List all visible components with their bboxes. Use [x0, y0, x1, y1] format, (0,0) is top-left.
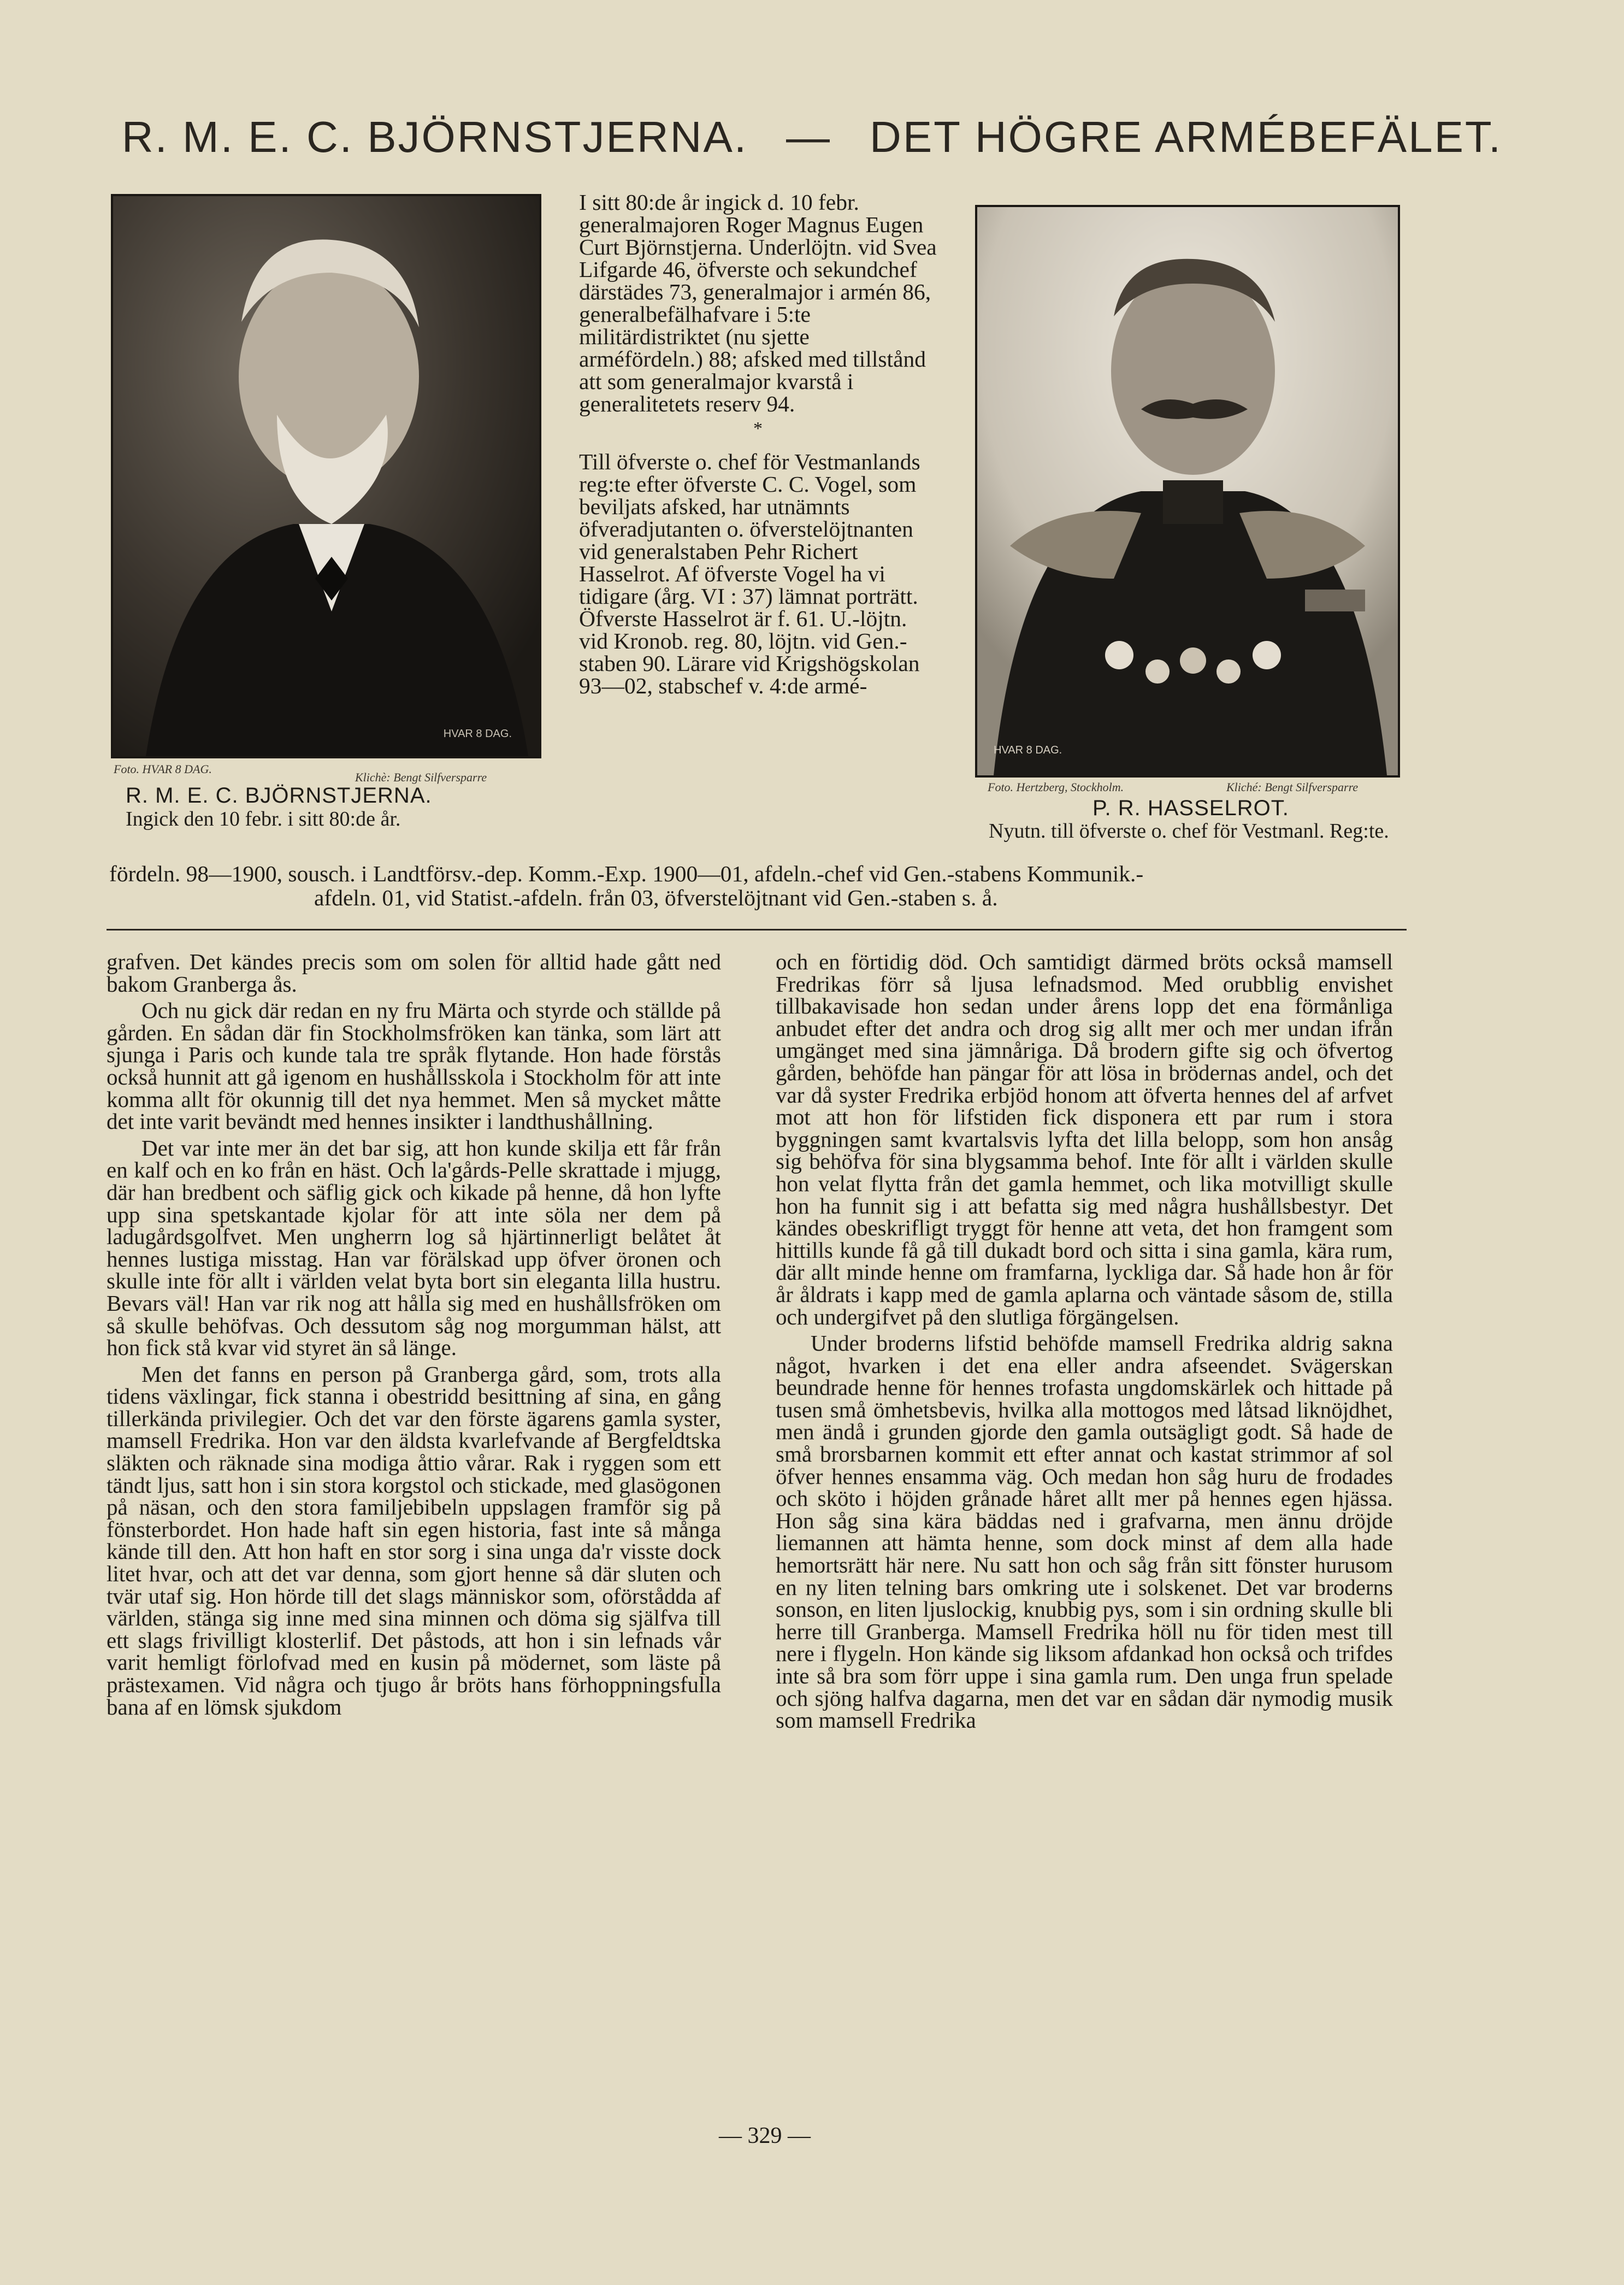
page-header [0, 112, 1624, 172]
left-paragraph-1: grafven. Det kändes precis som om solen för alltid hade gått ned bakom Granberga ås. [107, 949, 721, 997]
header-left: R. M. E. C. BJÖRNSTJERNA. [121, 113, 748, 161]
section-star: * [753, 419, 763, 439]
portrait-hasselrot [975, 205, 1400, 778]
header-right: DET HÖGRE ARMÉBEFÄLET. [870, 113, 1503, 161]
watermark-left: HVAR 8 DAG. [443, 728, 512, 740]
left-paragraph-4: Men det fanns en person på Granberga gård, som, trots alla tidens växlingar, fick stanna i obestridd besittning af sina, en gång tillerkända privilegier. Och det var den förste ägarens gamla syster, mamsell Fredrika. Hon var den äldsta kvarlefvande af Bergfeldtska släkten och räknade sina modiga åttio vårar. Rak i ryggen som ett tändt ljus, satt hon i sin stora korgstol och stickade, med glasögonen på näsan, och den stora familjebibeln uppslagen framför sig på fönsterbordet. Hon hade haft sin egen historia, fast inte så många kände till den. Att hon haft en stor sorg i sina unga da'r visste dock litet hvar, och att det var denna, som gjort henne så där sluten och tvär utaf sig. Hon hörde till det slags människor som, oförstådda af världen, stänga sig inne med sina minnen och döma sig själfva till ett slags frivilligt klosterlif. Det påstods, att hon i sin lefnads vår varit hemligt förlofvad med en kusin på mödernet, som läste på prästexamen. Vid några och tjugo år bröts hans förhoppningsfulla bana af en lömsk sjukdom [107, 1361, 721, 1719]
page-number: — 329 — [719, 2123, 811, 2148]
portrait-hasselrot-image [977, 207, 1398, 775]
right-paragraph-1: och en förtidig död. Och samtidigt därmed bröts också mamsell Fredrikas förr så ljusa lefnadsmod. Med orubblig envishet tillbakavisade hon sedan under årens lopp det ena förmånliga anbudet efter det andra och drog sig allt mer och mer undan ifrån umgänget med sina jämnåriga. Då brodern gifte sig och öfvertog gården, behöfde han pängar för att lösa in brödernas andel, och det var då syster Fredrika erbjöd honom att öfverta hennes del af arfvet mot att hon för lifstiden fick disponera ett par rum i stora byggningen samt kvartalsvis lyfta det lilla belopp, som hon ansåg sig behöfva för sina blygsamma behof. Inte för allt i världen skulle hon velat flytta från det gamla hemmet, och lika motvilligt skulle hon ha funnit sig i att befatta sig med några hushållsbestyr. Det kändes obeskrifligt tryggt för henne att veta, det hon framgent som hittills kunde få gå till dukadt bord och sitta i sina gamla, kära rum, där allt minde henne om framfarna, lyckliga dar. Så hade hon år för år åldrats i kapp med de gamla aplarna och väntade såsom de, stilla och undergifvet på den slutliga förgängelsen. [776, 949, 1393, 1329]
left-paragraph-2: Och nu gick där redan en ny fru Märta och styrde och ställde på gården. En sådan där fin Stockholmsfröken kan tänka, som lärt att sjunga i Paris och kunde tala tre språk flytande. Hon hade förstås också hunnit att gå igenom en hushållsskola i Stockholm för att inte komma allt för okunnig till det nya hemmet. Men så mycket måtte det inte varit bevändt med hennes insikter i landthushållning. [107, 998, 721, 1134]
portrait-bjornstjerna-image [113, 196, 539, 756]
intro-continuation-line-2: afdeln. 01, vid Statist.-afdeln. från 03, öfverstelöjtnant vid Gen.-staben s. å. [314, 885, 998, 910]
right-paragraph-2: Under broderns lifstid behöfde mamsell Fredrika aldrig sakna något, hvarken i det ena eller andra afseendet. Svägerskan beundrade henne för hennes trofasta ungdomskärlek och hittade på tusen små ömhetsbevis, hvilka alla mottogos med låtsad liknöjdhet, men ändå i grunden gjorde den gamla outsägligt godt. Så hade de små brorsbarnen kommit ett efter annat och kastat strimmor af sol öfver hennes ensamma väg. Och medan hon såg huru de frodades och sköto i höjden grånade håret allt mer på hennes egen hjässa. Hon såg sina kära bäddas ned i grafvarna, men ännu dröjde liemannen att hämta henne, som dock minst af dem alla hade hemortsrätt här nere. Nu satt hon och såg från sitt fönster hurusom en ny liten telning bars omkring ute i solskenet. Det var broderns sonson, en liten ljuslockig, knubbig pys, som i sin ordning skulle bli herre till Granberga. Mamsell Fredrika höll nu för tiden mest till nere i flygeln. Hon kände sig liksom afdankad hon också och trifdes inte så bra som förr uppe i sina gamla rum. Den unga frun spelade och sjöng halfva dagarna, men det var en sådan där nymodig musik som mamsell Fredrika [776, 1330, 1393, 1733]
intro-continuation-line-1: fördeln. 98—1900, sousch. i Landtförsv.-dep. Komm.-Exp. 1900—01, afdeln.-chef vid Gen.-stabens Kommunik.- [109, 861, 1144, 886]
right-column [776, 951, 1393, 2076]
intro-text [579, 191, 937, 697]
cliche-credit-left: Klichè: Bengt Silfversparre [355, 770, 487, 784]
cliche-credit-right: Kliché: Bengt Silfversparre [1226, 780, 1359, 794]
photo-credit-left: Foto. HVAR 8 DAG. [114, 762, 212, 776]
portrait-bjornstjerna [111, 194, 541, 758]
header-dash: — [786, 113, 832, 161]
watermark-right: HVAR 8 DAG. [994, 744, 1062, 756]
photo-credit-right: Foto. Hertzberg, Stockholm. [988, 780, 1124, 794]
section-divider [107, 929, 1407, 931]
caption-hasselrot-name: P. R. HASSELROT. [1092, 796, 1289, 820]
caption-bjornstjerna-name: R. M. E. C. BJÖRNSTJERNA. [126, 784, 432, 808]
intro-hasselrot-paragraph: Till öfverste o. chef för Vestmanlands reg:te efter öfverste C. C. Vogel, som beviljats afsked, har utnämnts öfveradjutanten o. öfverstelöjtnanten vid generalstaben Pehr Richert Hasselrot. Af öfverste Vogel ha vi tidigare (årg. VI : 37) lämnat porträtt. Öfverste Hasselrot är f. 61. U.-löjtn. vid Kronob. reg. 80, löjtn. vid Gen.-staben 90. Lärare vid Krigshögskolan 93—02, stabschef v. 4:de armé- [579, 449, 920, 698]
intro-bjornstjerna-paragraph: I sitt 80:de år ingick d. 10 febr. generalmajoren Roger Magnus Eugen Curt Björnstjerna. Underlöjtn. vid Svea Lifgarde 46, öfverste och sekundchef därstädes 73, generalmajor i armén 86, generalbefälhafvare i 5:te militärdistriktet (nu sjette arméfördeln.) 88; afsked med tillstånd att som generalmajor kvarstå i generalitetets reserv 94. [579, 190, 937, 416]
caption-bjornstjerna-sub: Ingick den 10 febr. i sitt 80:de år. [126, 808, 401, 831]
caption-hasselrot-sub: Nyutn. till öfverste o. chef för Vestmanl. Reg:te. [989, 820, 1389, 843]
left-column [107, 951, 721, 2076]
left-paragraph-3: Det var inte mer än det bar sig, att hon kunde skilja ett får från en kalf och en ko från en häst. Och la'gårds-Pelle skrattade i mjugg, där han bredbent och säflig gick och kikade på henne, då hon lyfte upp sina spetskantade kjolar för att inte söla ner dem på ladugårdsgolfvet. Men ungherrn log så hjärtinnerligt belåtet åt hennes lustiga misstag. Han var förälskad upp öfver öronen och skulle inte för allt i världen velat byta bort sin eleganta lilla hustru. Bevars väl! Han var rik nog att hålla sig med en hushållsfröken om så skulle behöfvas. Och dessutom såg nog morgumman hälst, att hon fick stå kvar vid styret än så länge. [107, 1135, 721, 1361]
